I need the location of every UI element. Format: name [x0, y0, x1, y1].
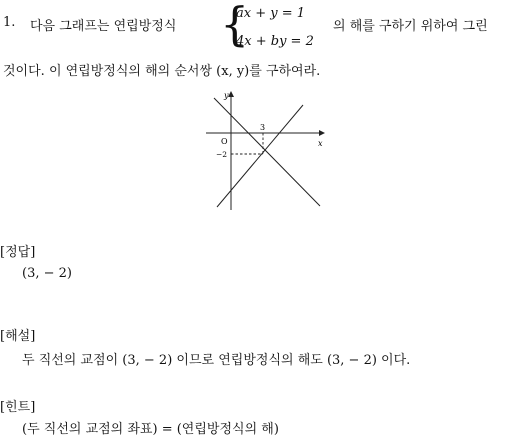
answer-value: (3, − 2) — [22, 266, 72, 281]
question-number: 1. — [3, 15, 16, 30]
question-line-2: 것이다. 이 연립방정식의 해의 순서쌍 (x, y)를 구하여라. — [3, 64, 321, 79]
line-1 — [214, 98, 320, 206]
hint-header: [힌트] — [0, 400, 36, 415]
hint-text: (두 직선의 교점의 좌표) = (연립방정식의 해) — [22, 422, 279, 437]
y-axis-label: y — [224, 91, 229, 100]
graph-figure — [200, 88, 330, 218]
equation-1: ax + y = 1 — [236, 6, 306, 21]
x-mark-label: 3 — [260, 123, 266, 132]
answer-header: [정답] — [0, 245, 36, 260]
system-brace: { — [220, 0, 250, 51]
y-mark-label: −2 — [216, 150, 228, 159]
explanation-text: 두 직선의 교점이 (3, − 2) 이므로 연립방정식의 해도 (3, − 2) 이다. — [22, 353, 411, 368]
question-tail: 의 해를 구하기 위하여 그린 — [333, 19, 488, 34]
line-2 — [217, 105, 303, 207]
x-axis-label: x — [318, 139, 323, 148]
equation-2: 4x + by = 2 — [236, 34, 314, 49]
question-intro: 다음 그래프는 연립방정식 — [30, 19, 177, 34]
explanation-header: [해설] — [0, 329, 36, 344]
origin-label: O — [221, 137, 228, 146]
